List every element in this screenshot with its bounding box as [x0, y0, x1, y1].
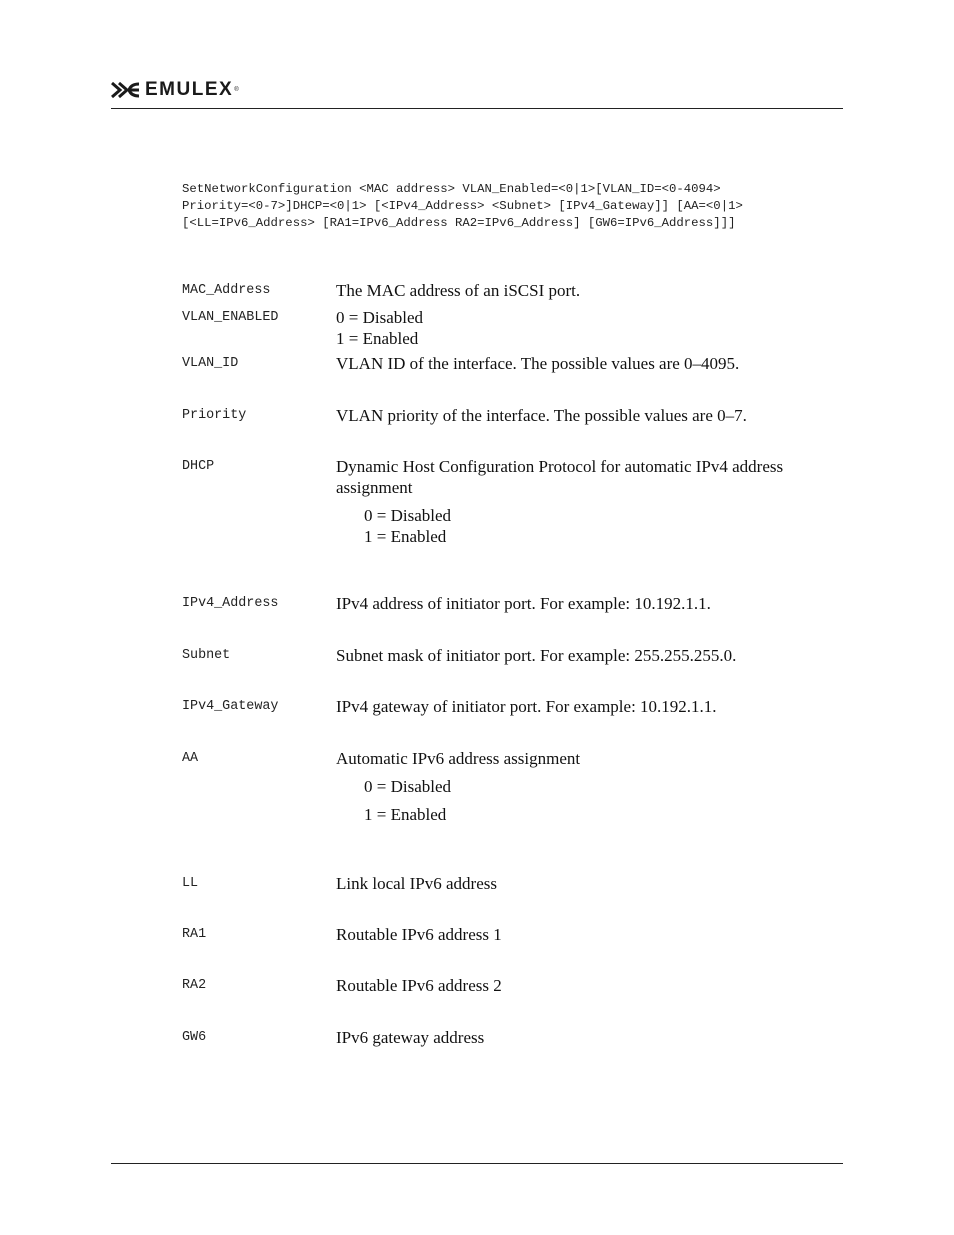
param-description: [336, 924, 841, 945]
option-enabled: 1 = Enabled: [336, 329, 419, 348]
param-description-text: Routable IPv6 address 1: [336, 925, 502, 944]
param-description-text: Routable IPv6 address 2: [336, 976, 502, 995]
param-description: [336, 280, 841, 301]
param-name: IPv4_Address: [182, 596, 279, 611]
param-name: DHCP: [182, 459, 215, 474]
emulex-logo: [111, 80, 239, 100]
param-description-text: Dynamic Host Configuration Protocol for automatic IPv4 address assignment: [336, 457, 784, 497]
syntax-line: SetNetworkConfiguration <MAC address> VLAN_Enabled=<0|1>[VLAN_ID=<0-4094>: [182, 182, 721, 196]
param-name: VLAN_ID: [182, 356, 239, 371]
param-name: RA2: [182, 978, 207, 993]
logo-text: EMULEX: [145, 79, 234, 100]
param-name: Subnet: [182, 648, 231, 663]
param-description: [336, 593, 841, 614]
header-divider: [111, 108, 843, 109]
param-name: MAC_Address: [182, 283, 271, 298]
param-name: GW6: [182, 1030, 207, 1045]
param-name: Priority: [182, 408, 247, 423]
param-description: [336, 405, 841, 426]
param-description-text: IPv4 address of initiator port. For example: 10.192.1.1.: [336, 594, 711, 613]
param-description-text: Subnet mask of initiator port. For example: 255.255.255.0.: [336, 646, 737, 665]
param-description: [336, 1027, 841, 1048]
footer-divider: [111, 1163, 843, 1164]
syntax-line: Priority=<0-7>]DHCP=<0|1> [<IPv4_Address> <Subnet> [IPv4_Gateway]] [AA=<0|1>: [182, 199, 743, 213]
param-description: [336, 975, 841, 996]
param-description-text: The MAC address of an iSCSI port.: [336, 281, 581, 300]
param-description: [336, 696, 841, 717]
emulex-logo-icon: [111, 81, 141, 99]
param-description-text: VLAN priority of the interface. The possible values are 0–7.: [336, 406, 747, 425]
option-enabled: 1 = Enabled: [364, 805, 447, 824]
param-description-text: Link local IPv6 address: [336, 874, 497, 893]
option-disabled: 0 = Disabled: [364, 506, 452, 525]
param-description-text: IPv4 gateway of initiator port. For example: 10.192.1.1.: [336, 697, 717, 716]
param-description: [336, 873, 841, 894]
param-name: AA: [182, 751, 199, 766]
param-name: LL: [182, 876, 199, 891]
param-description: [336, 748, 841, 825]
syntax-line: [<LL=IPv6_Address> [RA1=IPv6_Address RA2=IPv6_Address] [GW6=IPv6_Address]]]: [182, 216, 736, 230]
logo-trademark: ®: [234, 87, 239, 93]
option-enabled: 1 = Enabled: [364, 527, 447, 546]
param-description: [336, 353, 841, 374]
param-description-text: IPv6 gateway address: [336, 1028, 485, 1047]
param-description-text: Automatic IPv6 address assignment: [336, 749, 581, 768]
param-description: [336, 645, 841, 666]
param-description-text: VLAN ID of the interface. The possible values are 0–4095.: [336, 354, 740, 373]
param-name: VLAN_ENABLED: [182, 310, 279, 325]
param-description: [336, 307, 841, 349]
param-name: RA1: [182, 927, 207, 942]
option-disabled: 0 = Disabled: [336, 308, 424, 327]
param-name: IPv4_Gateway: [182, 699, 279, 714]
param-description: [336, 456, 841, 547]
option-disabled: 0 = Disabled: [364, 777, 452, 796]
command-syntax: [182, 181, 842, 232]
